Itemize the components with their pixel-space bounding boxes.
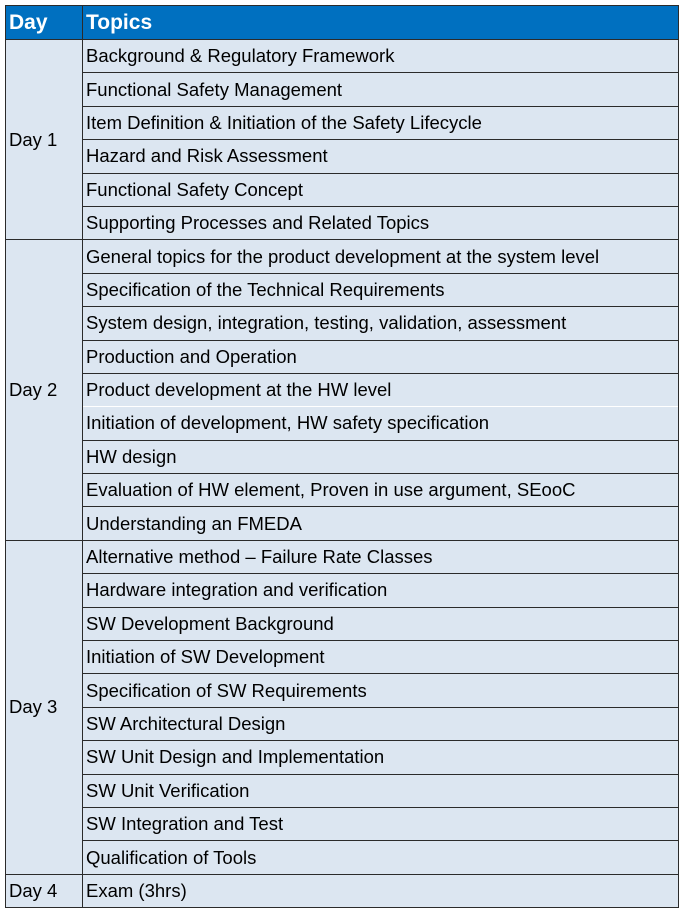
table-row [6,607,679,640]
topic-cell: Qualification of Tools [83,841,679,874]
topic-cell: SW Unit Design and Implementation [83,741,679,774]
table-row [6,841,679,874]
topic-cell: Understanding an FMEDA [83,507,679,540]
topic-cell: Item Definition & Initiation of the Safety Lifecycle [83,106,679,139]
topic-cell: HW design [83,440,679,473]
topics-column-header: Topics [83,6,679,40]
topic-cell: Production and Operation [83,340,679,373]
table-row [6,106,679,139]
table-row [6,540,679,573]
topic-cell: Initiation of development, HW safety specification [83,407,679,440]
topic-cell: Background & Regulatory Framework [83,40,679,73]
table-row [6,340,679,373]
table-row [6,574,679,607]
table-row [6,307,679,340]
table-row [6,507,679,540]
table-row [6,774,679,807]
training-schedule-table [5,5,679,908]
day-cell: Day 1 [6,40,83,240]
table-row [6,440,679,473]
topic-cell: System design, integration, testing, validation, assessment [83,307,679,340]
topic-cell: Specification of SW Requirements [83,674,679,707]
day-column-header: Day [6,6,83,40]
topic-cell: SW Development Background [83,607,679,640]
table-row [6,741,679,774]
topic-cell: Specification of the Technical Requirements [83,273,679,306]
topic-cell: Alternative method – Failure Rate Classes [83,540,679,573]
table-row [6,707,679,740]
table-row [6,641,679,674]
day-cell: Day 2 [6,240,83,541]
topic-cell: Initiation of SW Development [83,641,679,674]
topic-cell: Exam (3hrs) [83,874,679,907]
table-row [6,474,679,507]
table-row [6,206,679,239]
topic-cell: Product development at the HW level [83,373,679,406]
table-row [6,40,679,73]
day-cell: Day 4 [6,874,83,907]
topic-cell: Supporting Processes and Related Topics [83,206,679,239]
table-row [6,874,679,907]
topic-cell: SW Unit Verification [83,774,679,807]
table-row [6,173,679,206]
table-row [6,73,679,106]
header-row [6,6,679,40]
table-row [6,674,679,707]
table-row [6,273,679,306]
topic-cell: Evaluation of HW element, Proven in use argument, SEooC [83,474,679,507]
table-row [6,140,679,173]
topic-cell: Functional Safety Concept [83,173,679,206]
topic-cell: Hazard and Risk Assessment [83,140,679,173]
table-row [6,807,679,840]
table-row [6,407,679,440]
topic-cell: Functional Safety Management [83,73,679,106]
day-cell: Day 3 [6,540,83,874]
topic-cell: Hardware integration and verification [83,574,679,607]
topic-cell: SW Architectural Design [83,707,679,740]
table-row [6,373,679,406]
topic-cell: General topics for the product development at the system level [83,240,679,273]
table-row [6,240,679,273]
topic-cell: SW Integration and Test [83,807,679,840]
